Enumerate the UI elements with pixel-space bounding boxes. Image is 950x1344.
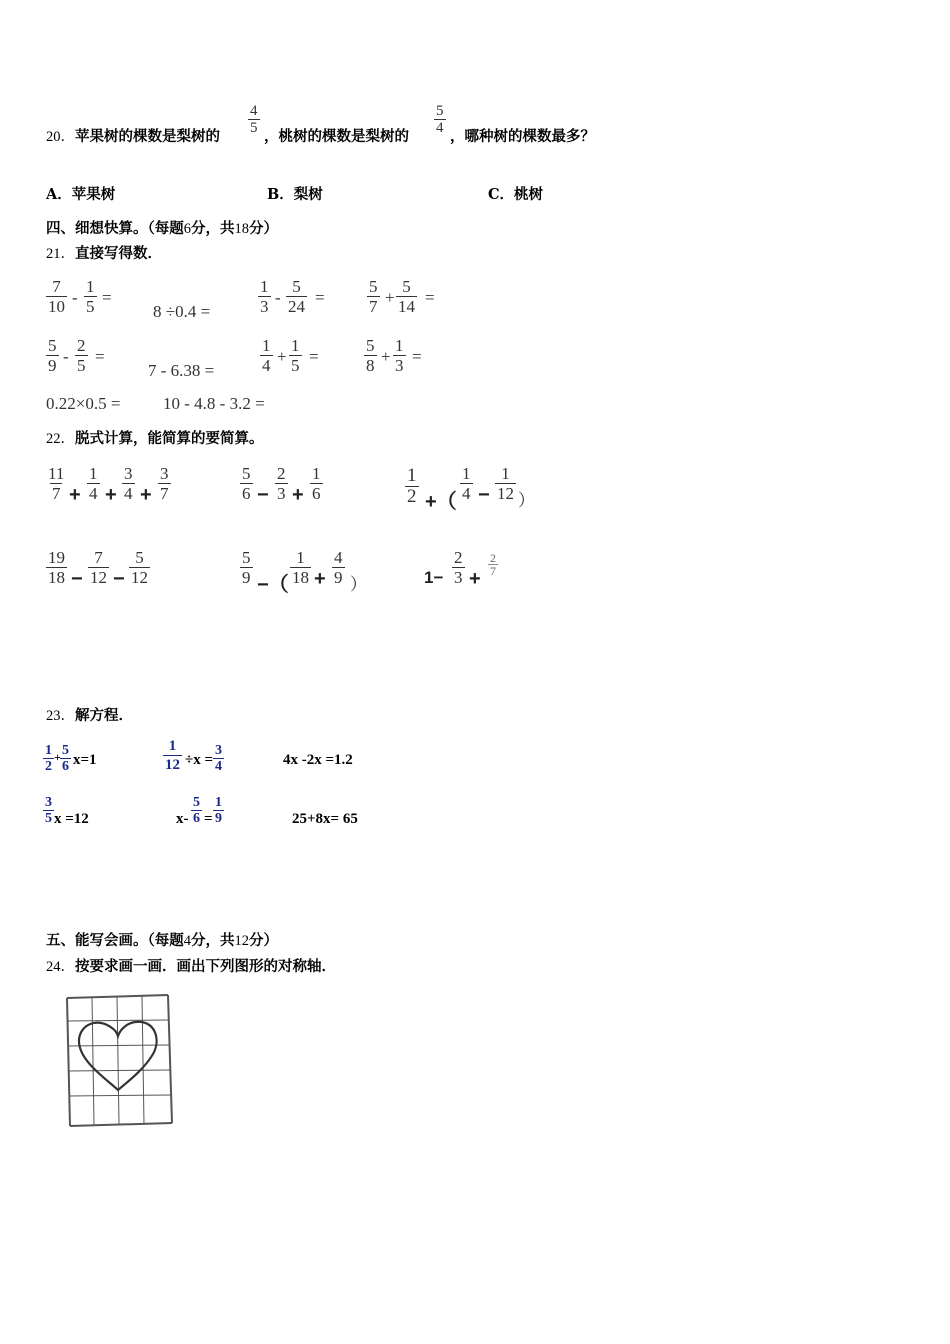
q23-eq4-rest: x =12 [54,811,89,827]
q22-e3-frac1: $\frac{1}{2}$ [407,465,417,507]
q20-number: 20． [46,129,75,145]
q21-r1a-frac2: $\frac{1}{5}$ [86,277,95,316]
q22-e4-op2: − [113,568,125,590]
q22-e4-frac2: $\frac{7}{12}$ [90,548,107,587]
q21-r2d-op: + [381,347,391,366]
section-4-heading: 四、细想快算。（每题6分，共18分） [46,220,278,237]
q21-r2c-eq: = [309,347,319,366]
q20-text-1: 苹果树的棵数是梨树的 [75,128,220,145]
section-5-heading: 五、能写会画。（每题4分，共12分） [46,932,278,949]
q20-text-2: ，桃树的棵数是梨树的 [264,128,409,145]
q20-text-3: ，哪种树的棵数最多？ [450,128,595,145]
q22-e2-frac2: $\frac{2}{3}$ [277,464,286,503]
q20-option-b[interactable]: B．梨树 [267,186,323,203]
q22-e5-op2: + [314,568,326,590]
q21-r2d-frac2: $\frac{1}{3}$ [395,336,404,375]
q21-r2c-op: + [277,347,287,366]
q22-e2-frac3: $\frac{1}{6}$ [312,464,321,503]
q22-e4-frac3: $\frac{5}{12}$ [131,548,148,587]
q22-e3-op1: +（ [425,491,457,513]
q22-e3-op3: ） [518,491,535,510]
grid-lines [67,995,172,1126]
q22-e1-op1: + [69,484,81,506]
q22-e5-op1: −（ [257,574,289,596]
q21-r1c-eq: = [315,288,325,307]
q22-stem: 22．脱式计算，能简算的要简算。 [46,430,264,447]
q23-eq3: 4x -2x =1.2 [283,752,353,768]
q23-eq1-op: + [54,750,61,764]
q23-eq5-lead: x- [176,811,189,827]
q21-r2d-frac1: $\frac{5}{8}$ [366,336,375,375]
q22-e5-frac3: $\frac{4}{9}$ [334,548,343,587]
q23-eq4-frac1: $\frac{3}{5}$ [45,795,52,826]
q20-fraction-2: $\frac{5}{4}$ [436,103,444,136]
heart-grid-figure [60,990,180,1132]
q20-fraction-1: $\frac{4}{5}$ [250,103,258,136]
q22-e1-frac1: $\frac{11}{7}$ [48,464,65,503]
q23-eq2-frac1: $\frac{1}{12}$ [165,738,180,773]
q22-e4-frac1: $\frac{19}{18}$ [48,548,65,587]
q20-option-a[interactable]: A．苹果树 [46,186,116,203]
q20-option-c[interactable]: C．桃树 [488,186,544,203]
q21-r2b: 7 - 6.38 = [148,361,215,380]
q23-eq1-rest: x=1 [73,752,97,768]
q21-r3b: 10 - 4.8 - 3.2 = [163,394,265,413]
q22-e3-frac2: $\frac{1}{4}$ [462,464,471,503]
q21-r1d-frac1: $\frac{5}{7}$ [369,277,378,316]
q20-stem [46,127,220,147]
q21-r2a-op: - [63,347,69,366]
q23-eq5-frac2: $\frac{1}{9}$ [215,795,222,826]
q22-e1-op3: + [140,484,152,506]
q22-e6-frac2: $\frac{2}{7}$ [490,551,496,578]
q21-r1a-op: - [72,288,78,307]
q21-r1a-frac1: $\frac{7}{10}$ [48,277,65,316]
q21-r2a-frac2: $\frac{2}{5}$ [77,336,86,375]
q23-eq2-mid: ÷x = [185,752,214,768]
q22-e2-frac1: $\frac{5}{6}$ [242,464,251,503]
q23-eq5-eq: = [204,811,213,827]
q22-e3-op2: − [478,484,490,506]
q21-r2c-frac2: $\frac{1}{5}$ [291,336,300,375]
q23-stem: 23．解方程． [46,707,133,724]
q22-e4-op1: − [71,568,83,590]
q21-stem: 21．直接写得数． [46,245,162,262]
q21-r3a: 0.22×0.5 = [46,394,121,413]
q21-r1d-frac2: $\frac{5}{14}$ [398,277,415,316]
q21-r1d-op: + [385,288,395,307]
q22-e2-op2: + [292,484,304,506]
q23-eq1-frac2: $\frac{5}{6}$ [62,743,69,774]
q22-e5-frac2: $\frac{1}{18}$ [292,548,309,587]
q21-r2a-eq: = [95,347,105,366]
q21-r1b: 8 ÷0.4 = [153,302,211,321]
q23-eq2-frac2: $\frac{3}{4}$ [215,743,222,774]
q22-e3-frac3: $\frac{1}{12}$ [497,464,514,503]
q22-e2-op1: − [257,484,269,506]
q22-e1-frac2: $\frac{1}{4}$ [89,464,98,503]
q21-r2c-frac1: $\frac{1}{4}$ [262,336,271,375]
q22-e6-op1: + [469,568,481,590]
q24-stem: 24．按要求画一画．画出下列图形的对称轴． [46,958,336,975]
q22-e1-frac4: $\frac{3}{7}$ [160,464,169,503]
q23-eq5-frac1: $\frac{5}{6}$ [193,795,200,826]
q22-e1-frac3: $\frac{3}{4}$ [124,464,133,503]
q21-r1c-frac2: $\frac{5}{24}$ [288,277,305,316]
q23-eq1-frac1: $\frac{1}{2}$ [45,743,52,774]
q22-e6-frac1: $\frac{2}{3}$ [454,548,463,587]
q23-eq6: 25+8x= 65 [292,811,358,827]
q21-r1d-eq: = [425,288,435,307]
q22-e6-lead: 1− [424,568,444,587]
q21-r1a-eq: = [102,288,112,307]
q21-r1c-frac1: $\frac{1}{3}$ [260,277,269,316]
q22-e5-frac1: $\frac{5}{9}$ [242,548,251,587]
q22-e1-op2: + [105,484,117,506]
q21-r2a-frac1: $\frac{5}{9}$ [48,336,57,375]
q21-r2d-eq: = [412,347,422,366]
q22-e5-op3: ） [350,575,367,594]
q21-r1c-op: - [275,288,281,307]
